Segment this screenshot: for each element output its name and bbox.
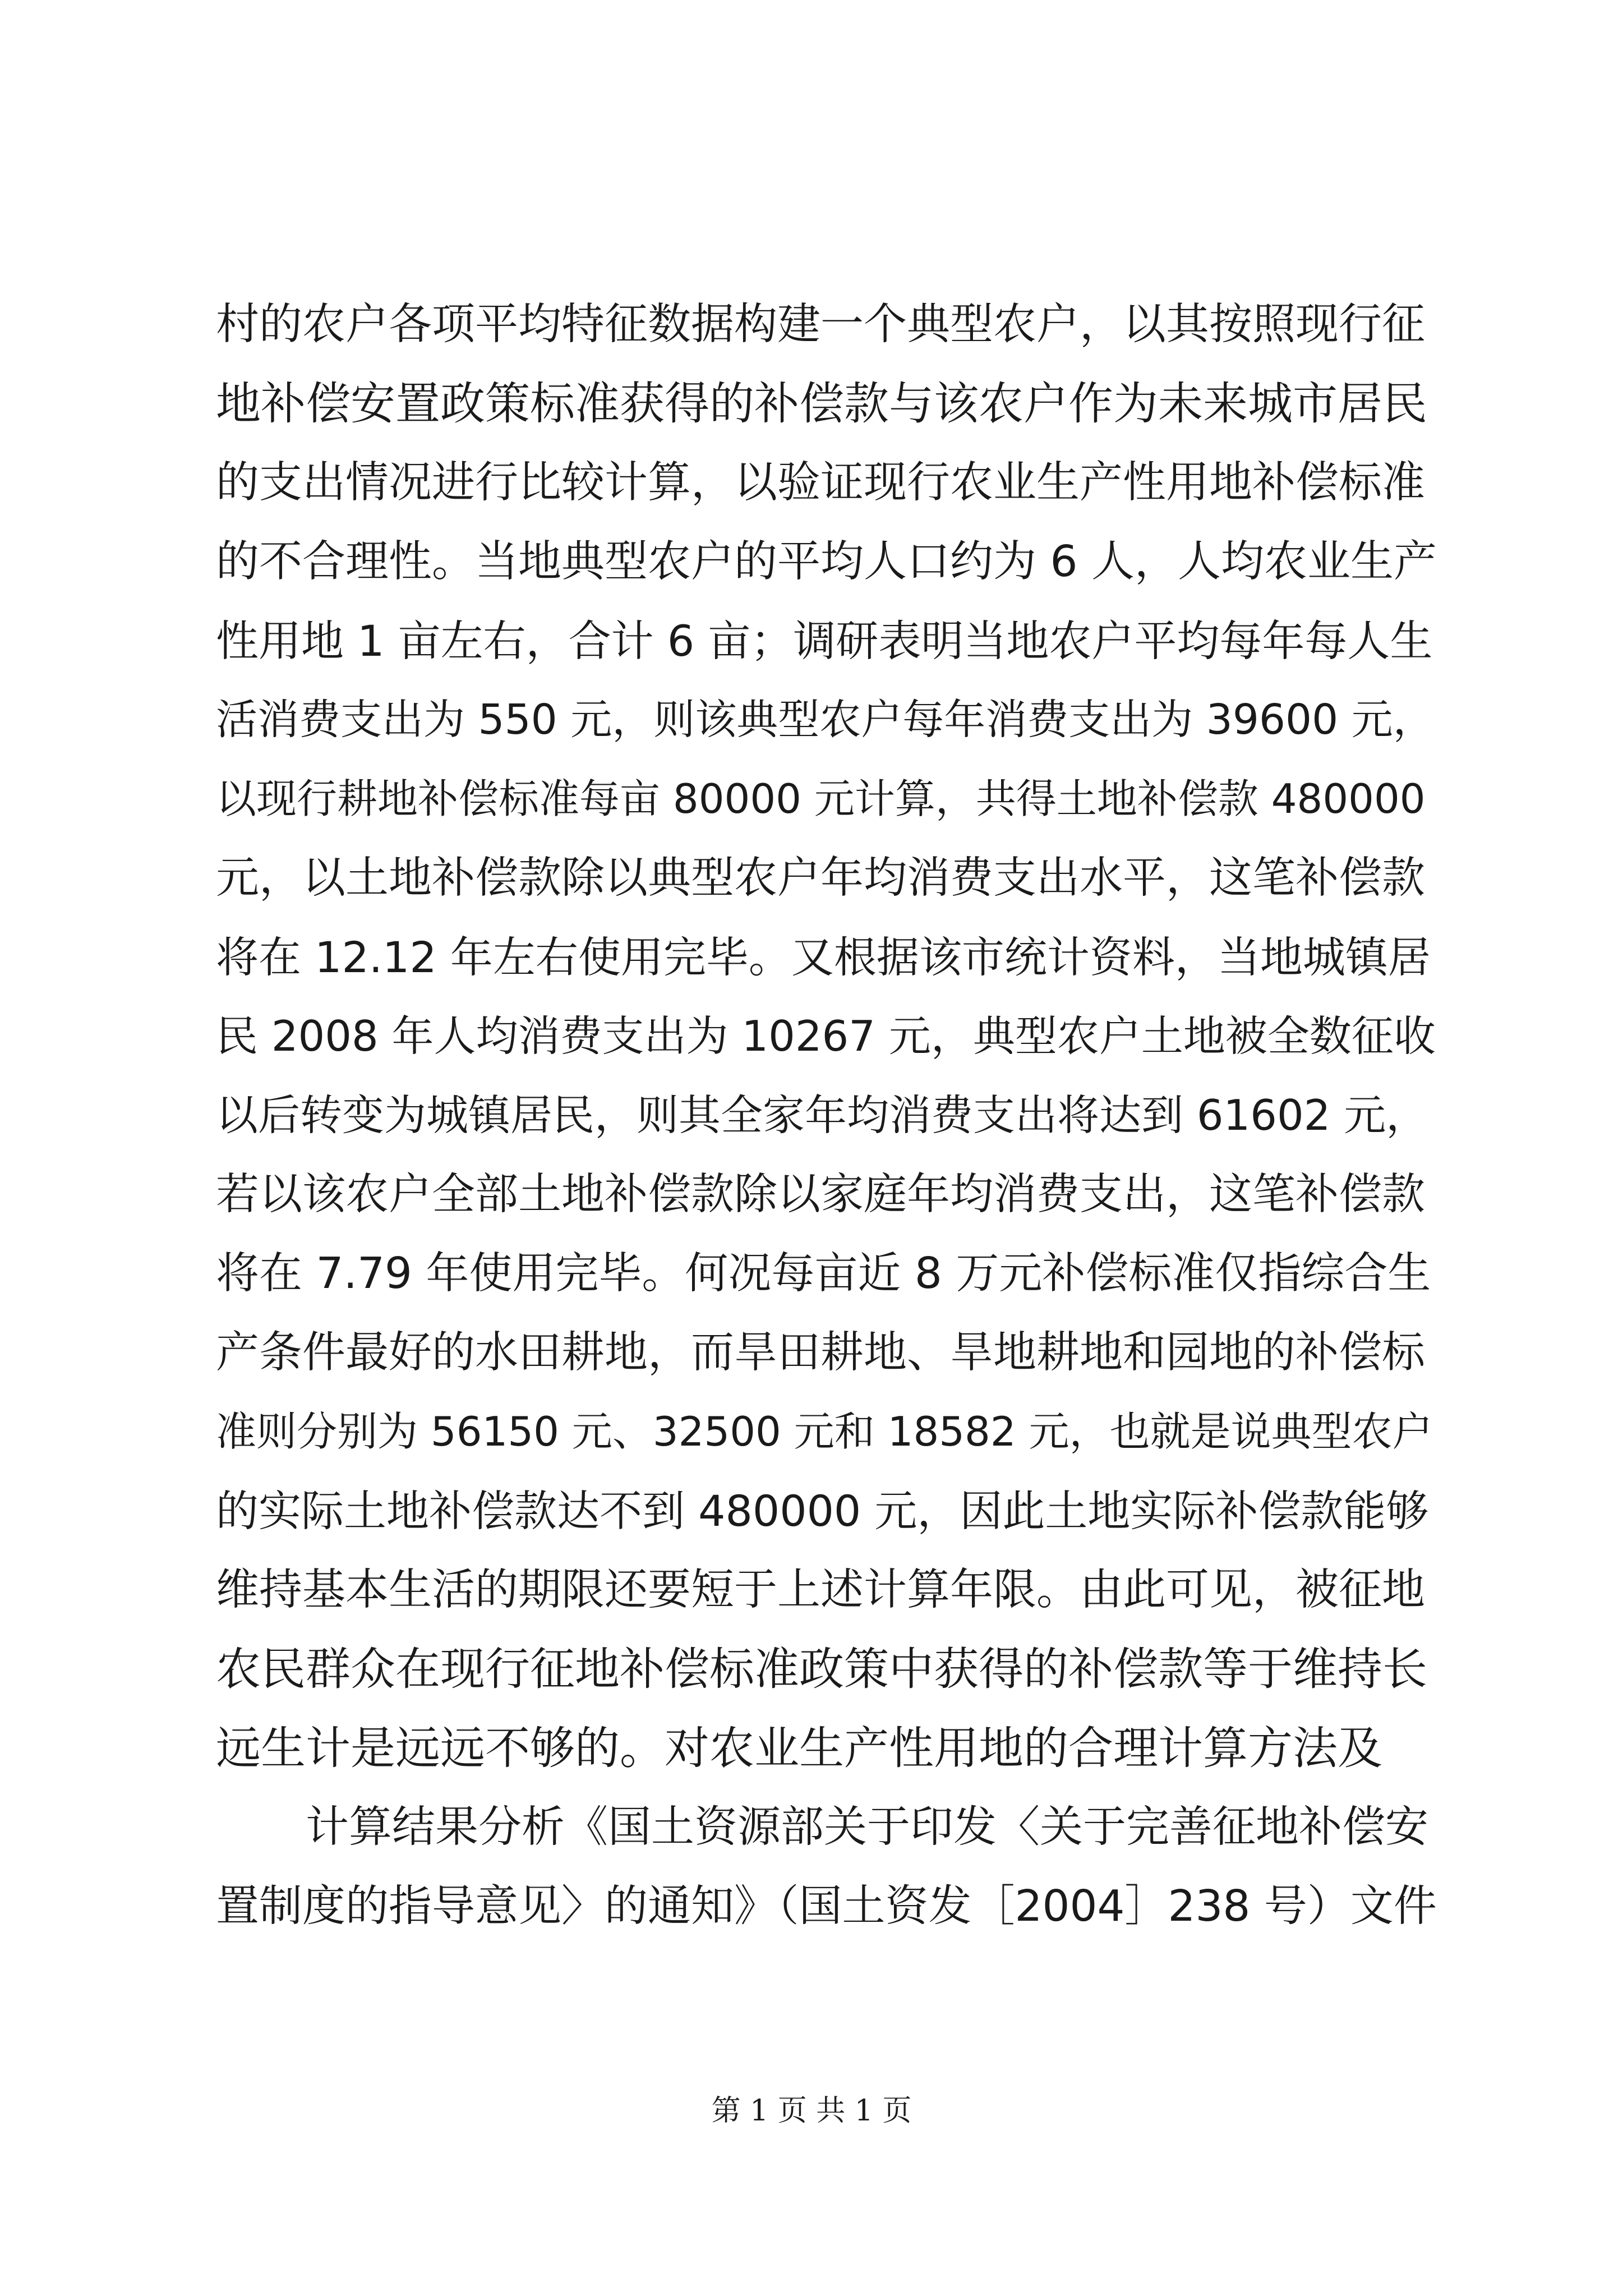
paragraph-first-line: 计算结果分析《国土资源部关于印发〈关于完善征地补偿安 xyxy=(306,1802,1428,1852)
text-line: 元，以土地补偿款除以典型农户年均消费支出水平，这笔补偿款 xyxy=(216,853,1425,903)
text-line: 村的农户各项平均特征数据构建一个典型农户，以其按照现行征 xyxy=(216,300,1425,349)
text-line: 以后转变为城镇居民，则其全家年均消费支出将达到 61602 元， xyxy=(216,1091,1428,1140)
text-line: 置制度的指导意见〉的通知》（国土资发［2004］238 号）文件 xyxy=(216,1881,1437,1931)
text-line: 性用地 1 亩左右，合计 6 亩；调研表明当地农户平均每年每人生 xyxy=(216,616,1433,666)
text-line: 的不合理性。当地典型农户的平均人口约为 6 人，人均农业生产 xyxy=(216,537,1437,587)
text-line: 产条件最好的水田耕地，而旱田耕地、旱地耕地和园地的补偿标 xyxy=(216,1328,1425,1378)
page-number-footer: 第 1 页 共 1 页 xyxy=(711,2094,912,2128)
text-line: 维持基本生活的期限还要短于上述计算年限。由此可见，被征地 xyxy=(216,1565,1425,1615)
text-line: 远生计是远远不够的。对农业生产性用地的合理计算方法及 xyxy=(216,1722,1382,1774)
text-line: 以现行耕地补偿标准每亩 80000 元计算，共得土地补偿款 480000 xyxy=(216,775,1426,822)
text-line: 的实际土地补偿款达不到 480000 元，因此土地实际补偿款能够 xyxy=(216,1486,1429,1536)
text-line: 将在 7.79 年使用完毕。何况每亩近 8 万元补偿标准仅指综合生 xyxy=(216,1249,1431,1299)
body-text xyxy=(216,285,1438,1946)
text-line: 地补偿安置政策标准获得的补偿款与该农户作为未来城市居民 xyxy=(216,378,1427,430)
text-line: 准则分别为 56150 元、32500 元和 18582 元，也就是说典型农户 xyxy=(216,1408,1433,1455)
text-line: 的支出情况进行比较计算，以验证现行农业生产性用地补偿标准 xyxy=(216,458,1425,508)
text-line: 民 2008 年人均消费支出为 10267 元，典型农户土地被全数征收 xyxy=(216,1011,1436,1061)
text-line: 若以该农户全部土地补偿款除以家庭年均消费支出，这笔补偿款 xyxy=(216,1170,1425,1220)
text-line: 活消费支出为 550 元，则该典型农户每年消费支出为 39600 元， xyxy=(216,696,1435,744)
text-line: 农民群众在现行征地补偿标准政策中获得的补偿款等于维持长 xyxy=(216,1643,1427,1695)
text-line: 将在 12.12 年左右使用完毕。又根据该市统计资料，当地城镇居 xyxy=(216,932,1431,982)
